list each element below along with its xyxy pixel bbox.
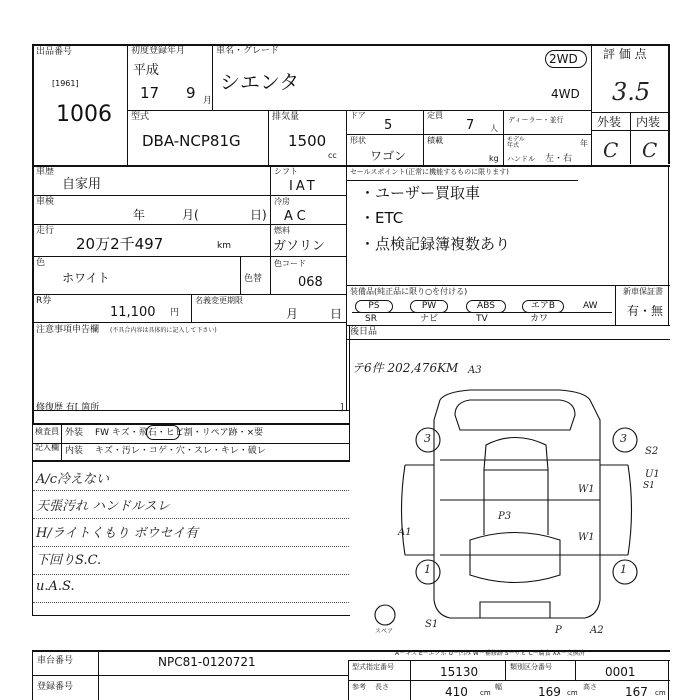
mark-s1-left: S1 [425,619,439,630]
recycle-amount: 11,100 [110,305,156,320]
handle-options: 左・右 [545,154,573,164]
warranty-value: 有・無 [627,304,664,318]
lot-prefix: [1961] [52,79,79,88]
capacity: 7 [466,118,475,133]
mark-a2: A2 [590,625,604,636]
inspection-day: 日) [250,208,267,222]
length-label: 長さ [375,683,389,691]
category: 0001 [605,665,636,679]
era: 平成 [133,63,160,78]
color: ホワイト [62,271,110,285]
name-change-month: 月 [286,307,299,321]
yen-unit: 円 [170,308,180,318]
equipment-title: 装備品(純正品に限り○を付ける) [350,287,468,296]
sales-point-1: ・ユーザー買取車 [360,184,481,202]
reg-year-label: 初度登録年月 [131,46,186,56]
after-label: 後日品 [350,327,378,337]
doors-label: ドア [350,111,366,120]
exterior-label: 外装 [597,115,622,129]
repair-bracket: ] [340,403,344,413]
inspector-exterior-items: FW キズ・飛石・ヒビ割・リペア跡・×要 [95,428,264,438]
mileage: 20万2千497 [76,235,164,253]
inspector-interior-label: 内装 [65,446,84,456]
model-year-label: モデル年式 [507,136,525,149]
registration-label: 登録番号 [37,682,74,692]
shape: ワゴン [370,149,407,163]
equip-leather: カワ [530,314,549,324]
equip-navi: ナビ [420,314,439,324]
mark-s2: S2 [645,446,659,457]
kg-unit: kg [489,154,499,163]
inspector-interior-items: キズ・汚レ・コゲ・穴・スレ・キレ・破レ [95,446,266,456]
mark-u1: U1 [645,469,660,480]
displacement-label: 排気量 [272,112,300,122]
repair-label: 修復歴 有[ 箇所 [36,403,100,413]
name-change-label: 名義変更期限 [195,296,243,305]
mileage-label: 走行 [36,226,55,236]
auction-sheet: 出品番号 [1961] 1006 初度登録年月 平成 17 9 月 車名・グレード シエンタ 2WD 4WD 評 価 点 3.5 外装 内装 C C 型式 DBA-NCP81G 排気量 1500 cc ドア 5 定員 7 人 ディーラー・並行 形状 ワゴン 積載 kg モデル年式 年 ハンドル 左・右 車歴 自家用 車検 年 月( 日) 走行 20万2千497 km シフト IAT 冷房 AC 燃料 ガソリン 色 ホワイト 色替 色コード 068 R券 11,100 円 名義変更期限 月 日 セールスポイント(正常に機能するものに限ります) ・ユーザー買取車 ・ETC ・点検記録簿複数あり 装備品(純正品に限り○を付ける) 新車保証書 有・無 PS PW ABS エアB AW SR ナビ TV カワ 後日品 注意事項申告欄 (不具合内容は具体的に記入して下さい) 修復歴 有[ 箇所 ] 検査員 記入欄 外装 FW キズ・飛石・ヒビ割・リペア跡・×要 内装 キズ・汚レ・コゲ・穴・スレ・キレ・破レ A/c冷えない 天張汚れ ハンドルスレ H/ライトくもり ボウセイ有 下回りS.C. u.A.S. テ6件 202,476KM 3 3 1 1 A3 S2 U1 S1 W1 W1 A1 P3 S1 P A2 スペア A－キズ E－エクボ U－凹み W－補修跡 S－サビ C－腐食 XX－交換済 車台番号 NPC81-0120721 登録番号 型式指定番号 15130 類別区分番号 0001 参考 長さ 410 cm 幅 169 cm 高さ 167 cm [0,0,700,700]
drive-2wd: 2WD [549,52,578,66]
spare-label: スペア [375,628,394,635]
inspector-label-bottom: 記入欄 [35,443,59,452]
inspector-exterior-label: 外装 [65,428,84,438]
km-unit: km [217,241,231,251]
shift: IAT [289,179,318,194]
chassis-label: 車台番号 [37,656,74,666]
cc-unit: cc [328,151,337,160]
car-name: シエンタ [220,70,300,94]
color-change-label: 色替 [244,274,263,284]
category-label: 類別区分番号 [510,663,552,671]
model: DBA-NCP81G [142,132,241,150]
lot-number: 1006 [56,102,112,127]
handwritten-note-2: 天張汚れ ハンドルスレ [36,499,170,514]
dimensions-label: 参考 [352,683,366,691]
caution-sub: (不具合内容は具体的に記入して下さい) [110,327,217,334]
shape-label: 形状 [350,136,366,145]
equip-abs: ABS [466,300,506,313]
mark-p: P [555,625,562,636]
equip-sr: SR [365,314,377,324]
capacity-unit: 人 [490,124,498,133]
height: 167 [625,685,648,699]
inspection-year: 年 [133,208,146,222]
score: 3.5 [612,78,651,106]
chassis: NPC81-0120721 [158,655,256,669]
type-designation: 15130 [440,665,479,679]
sales-point-3: ・点検記録簿複数あり [360,235,511,253]
mark-w1-lower: W1 [578,532,595,543]
color-code: 068 [298,275,323,290]
handwritten-mileage: テ6件 202,476KM [352,361,459,375]
mark-s1-right: S1 [643,481,655,491]
equip-airbag: エアB [522,300,564,313]
color-code-label: 色コード [274,259,306,268]
width: 169 [538,685,561,699]
history: 自家用 [62,177,102,192]
history-label: 車歴 [36,167,55,177]
handwritten-note-1: A/c冷えない [36,472,110,487]
ac: AC [284,209,310,224]
month-unit: 月 [203,96,213,106]
sales-points-title: セールスポイント(正常に機能するものに限ります) [350,168,509,176]
lot-label: 出品番号 [36,47,73,57]
equip-tv: TV [476,314,488,324]
inspection-month: 月( [182,208,199,222]
mark-w1-upper: W1 [578,484,595,495]
length-unit: cm [480,689,491,697]
equip-pw: PW [410,300,448,313]
height-label: 高さ [583,683,597,691]
fuel-label: 燃料 [274,226,290,235]
name-change-day: 日 [330,307,343,321]
reg-year: 17 [140,84,160,102]
inspector-label-top: 検査員 [35,427,59,436]
dealer-label: ディーラー・並行 [508,116,564,124]
interior-score: C [642,138,658,162]
equip-ps: PS [355,300,393,313]
color-label: 色 [36,258,46,268]
year-unit: 年 [580,139,588,148]
recycle-label: R券 [36,296,52,306]
fuel: ガソリン [273,239,326,254]
handwritten-note-4: 下回りS.C. [36,553,102,568]
reg-month: 9 [186,84,196,102]
load-label: 積載 [427,136,443,145]
handle-label: ハンドル [507,155,535,163]
name-grade-label: 車名・グレード [216,46,280,56]
model-label: 型式 [131,112,150,122]
exterior-score: C [603,138,619,162]
width-label: 幅 [495,683,502,691]
interior-label: 内装 [636,115,661,129]
caution-label: 注意事項申告欄 [36,325,100,335]
mark-a1: A1 [398,527,412,538]
shift-label: シフト [274,167,298,176]
mark-p3: P3 [498,511,512,522]
mark-a3: A3 [468,365,482,376]
displacement: 1500 [288,132,327,150]
damage-legend: A－キズ E－エクボ U－凹み W－補修跡 S－サビ C－腐食 XX－交換済 [395,650,585,657]
capacity-label: 定員 [427,111,443,120]
equip-aw: AW [583,301,598,311]
type-designation-label: 型式指定番号 [352,663,394,671]
warranty-label: 新車保証書 [623,287,663,296]
sales-point-2: ・ETC [360,209,404,227]
width-unit: cm [567,689,578,697]
handwritten-note-3: H/ライトくもり ボウセイ有 [36,526,199,541]
drive-4wd: 4WD [551,87,580,101]
length: 410 [445,685,468,699]
handwritten-note-5: u.A.S. [36,579,75,594]
height-unit: cm [655,689,666,697]
ac-label: 冷房 [274,197,290,206]
inspection-label: 車検 [36,197,55,207]
grade-label: 評 価 点 [603,47,647,61]
doors: 5 [384,118,393,133]
